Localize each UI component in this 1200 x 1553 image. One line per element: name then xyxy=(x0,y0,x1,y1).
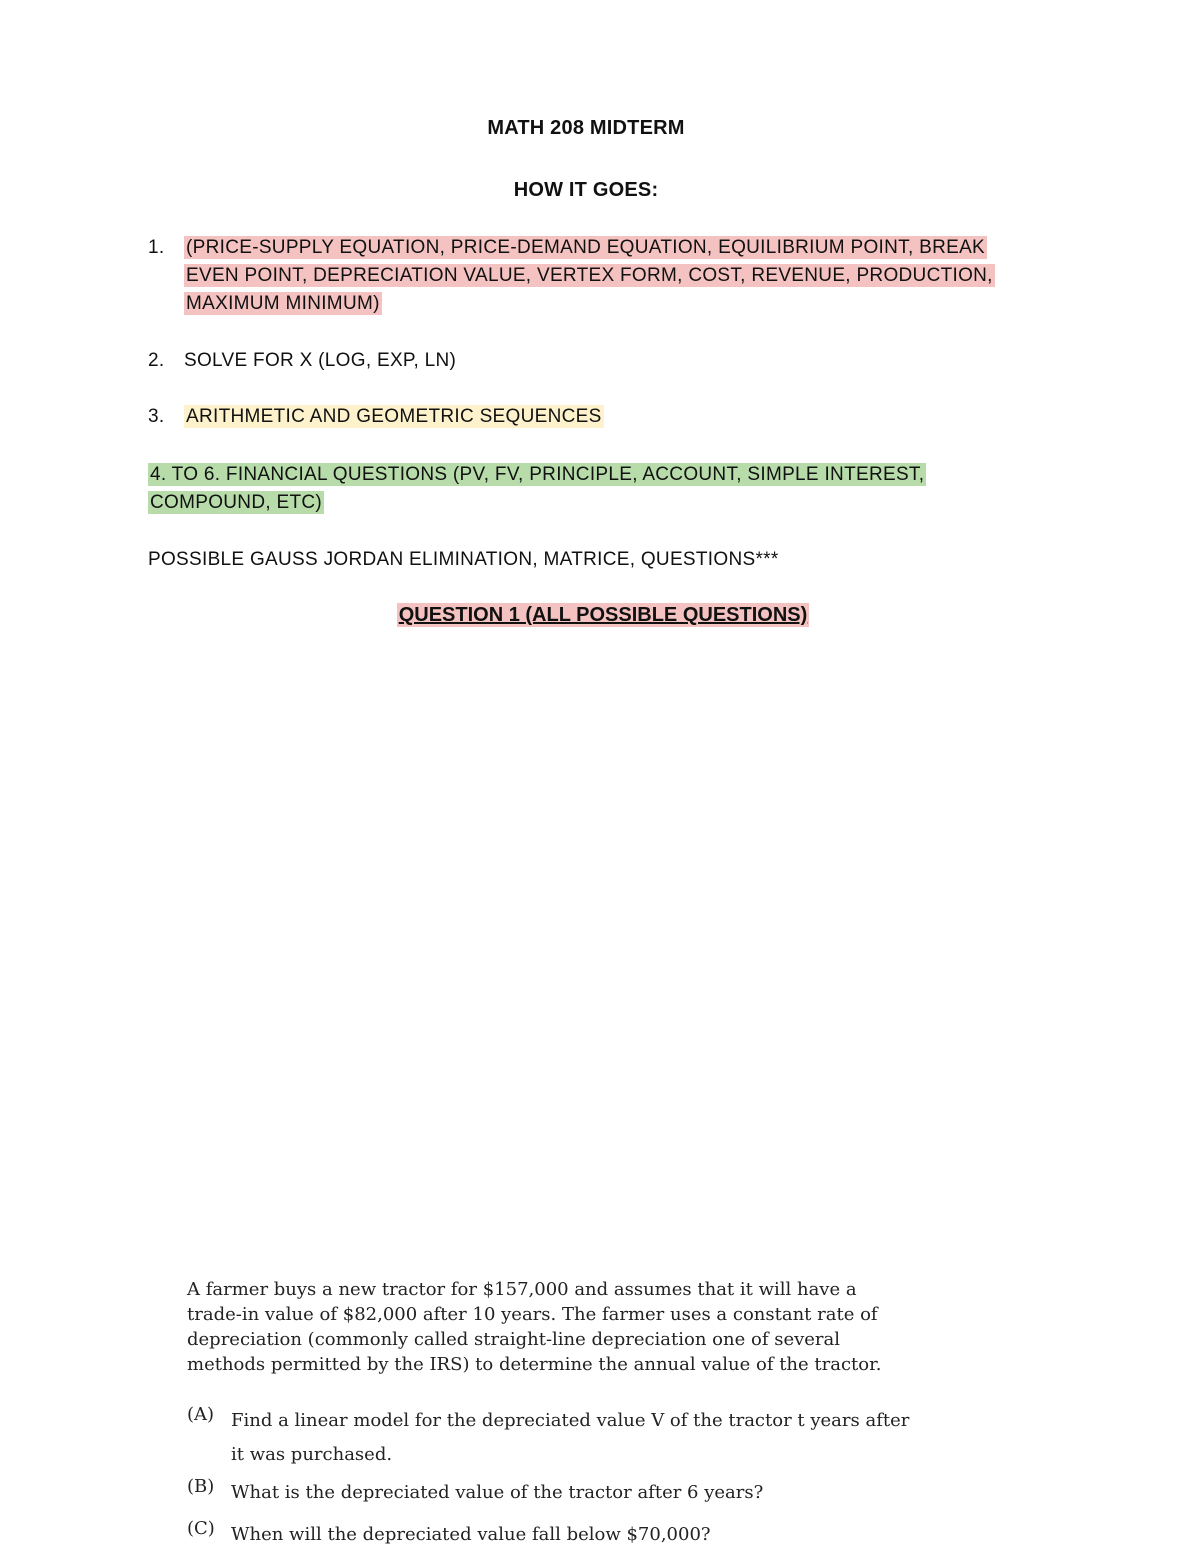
list-item-gauss-jordan xyxy=(148,546,1028,576)
document-subtitle: HOW IT GOES: xyxy=(513,179,659,201)
problem-part-b xyxy=(187,1476,917,1518)
list-item-number: 1. xyxy=(148,237,165,258)
list-item-financial xyxy=(148,461,1028,521)
part-label: (B) xyxy=(187,1476,215,1497)
part-label: (A) xyxy=(187,1404,215,1425)
part-text: Find a linear model for the depreciated value V of the tractor t years after it was purchased. xyxy=(231,1410,910,1465)
problem-part-a xyxy=(187,1404,917,1476)
part-label: (C) xyxy=(187,1518,215,1539)
problem-parts xyxy=(187,1404,917,1552)
list-item-3 xyxy=(148,403,948,433)
list-item-2 xyxy=(148,347,948,377)
question-heading xyxy=(0,604,1200,627)
problem-part-c xyxy=(187,1518,917,1552)
question-heading-text: QUESTION 1 (ALL POSSIBLE QUESTIONS) xyxy=(398,604,808,626)
list-item-1 xyxy=(148,234,1028,324)
list-item-number: 2. xyxy=(148,350,165,371)
problem-statement xyxy=(187,1277,917,1377)
list-item-text: SOLVE FOR X (LOG, EXP, LN) xyxy=(184,350,457,371)
document-title: MATH 208 MIDTERM xyxy=(487,117,685,139)
part-text: When will the depreciated value fall below $70,000? xyxy=(231,1524,711,1545)
list-item-text: ARITHMETIC AND GEOMETRIC SEQUENCES xyxy=(186,406,602,427)
problem-statement-text: A farmer buys a new tractor for $157,000 and assumes that it will have a trade-in value of $82,000 after 10 years. The farmer uses a constant rate of depreciation (commonly called straight-line depreciation one of several methods permitted by the IRS) to determine the annual value of the tractor. xyxy=(187,1279,882,1375)
list-item-text: (PRICE-SUPPLY EQUATION, PRICE-DEMAND EQUATION, EQUILIBRIUM POINT, BREAK EVEN POINT, DEPRECIATION VALUE, VERTEX FORM, COST, REVENUE, PRODUCTION, MAXIMUM MINIMUM) xyxy=(186,237,993,314)
list-item-number: 3. xyxy=(148,406,165,427)
list-item-text: 4. TO 6. FINANCIAL QUESTIONS (PV, FV, PRINCIPLE, ACCOUNT, SIMPLE INTEREST, COMPOUND, ETC) xyxy=(150,464,925,513)
list-item-text: POSSIBLE GAUSS JORDAN ELIMINATION, MATRICE, QUESTIONS*** xyxy=(148,549,779,570)
part-text: What is the depreciated value of the tractor after 6 years? xyxy=(231,1482,764,1503)
